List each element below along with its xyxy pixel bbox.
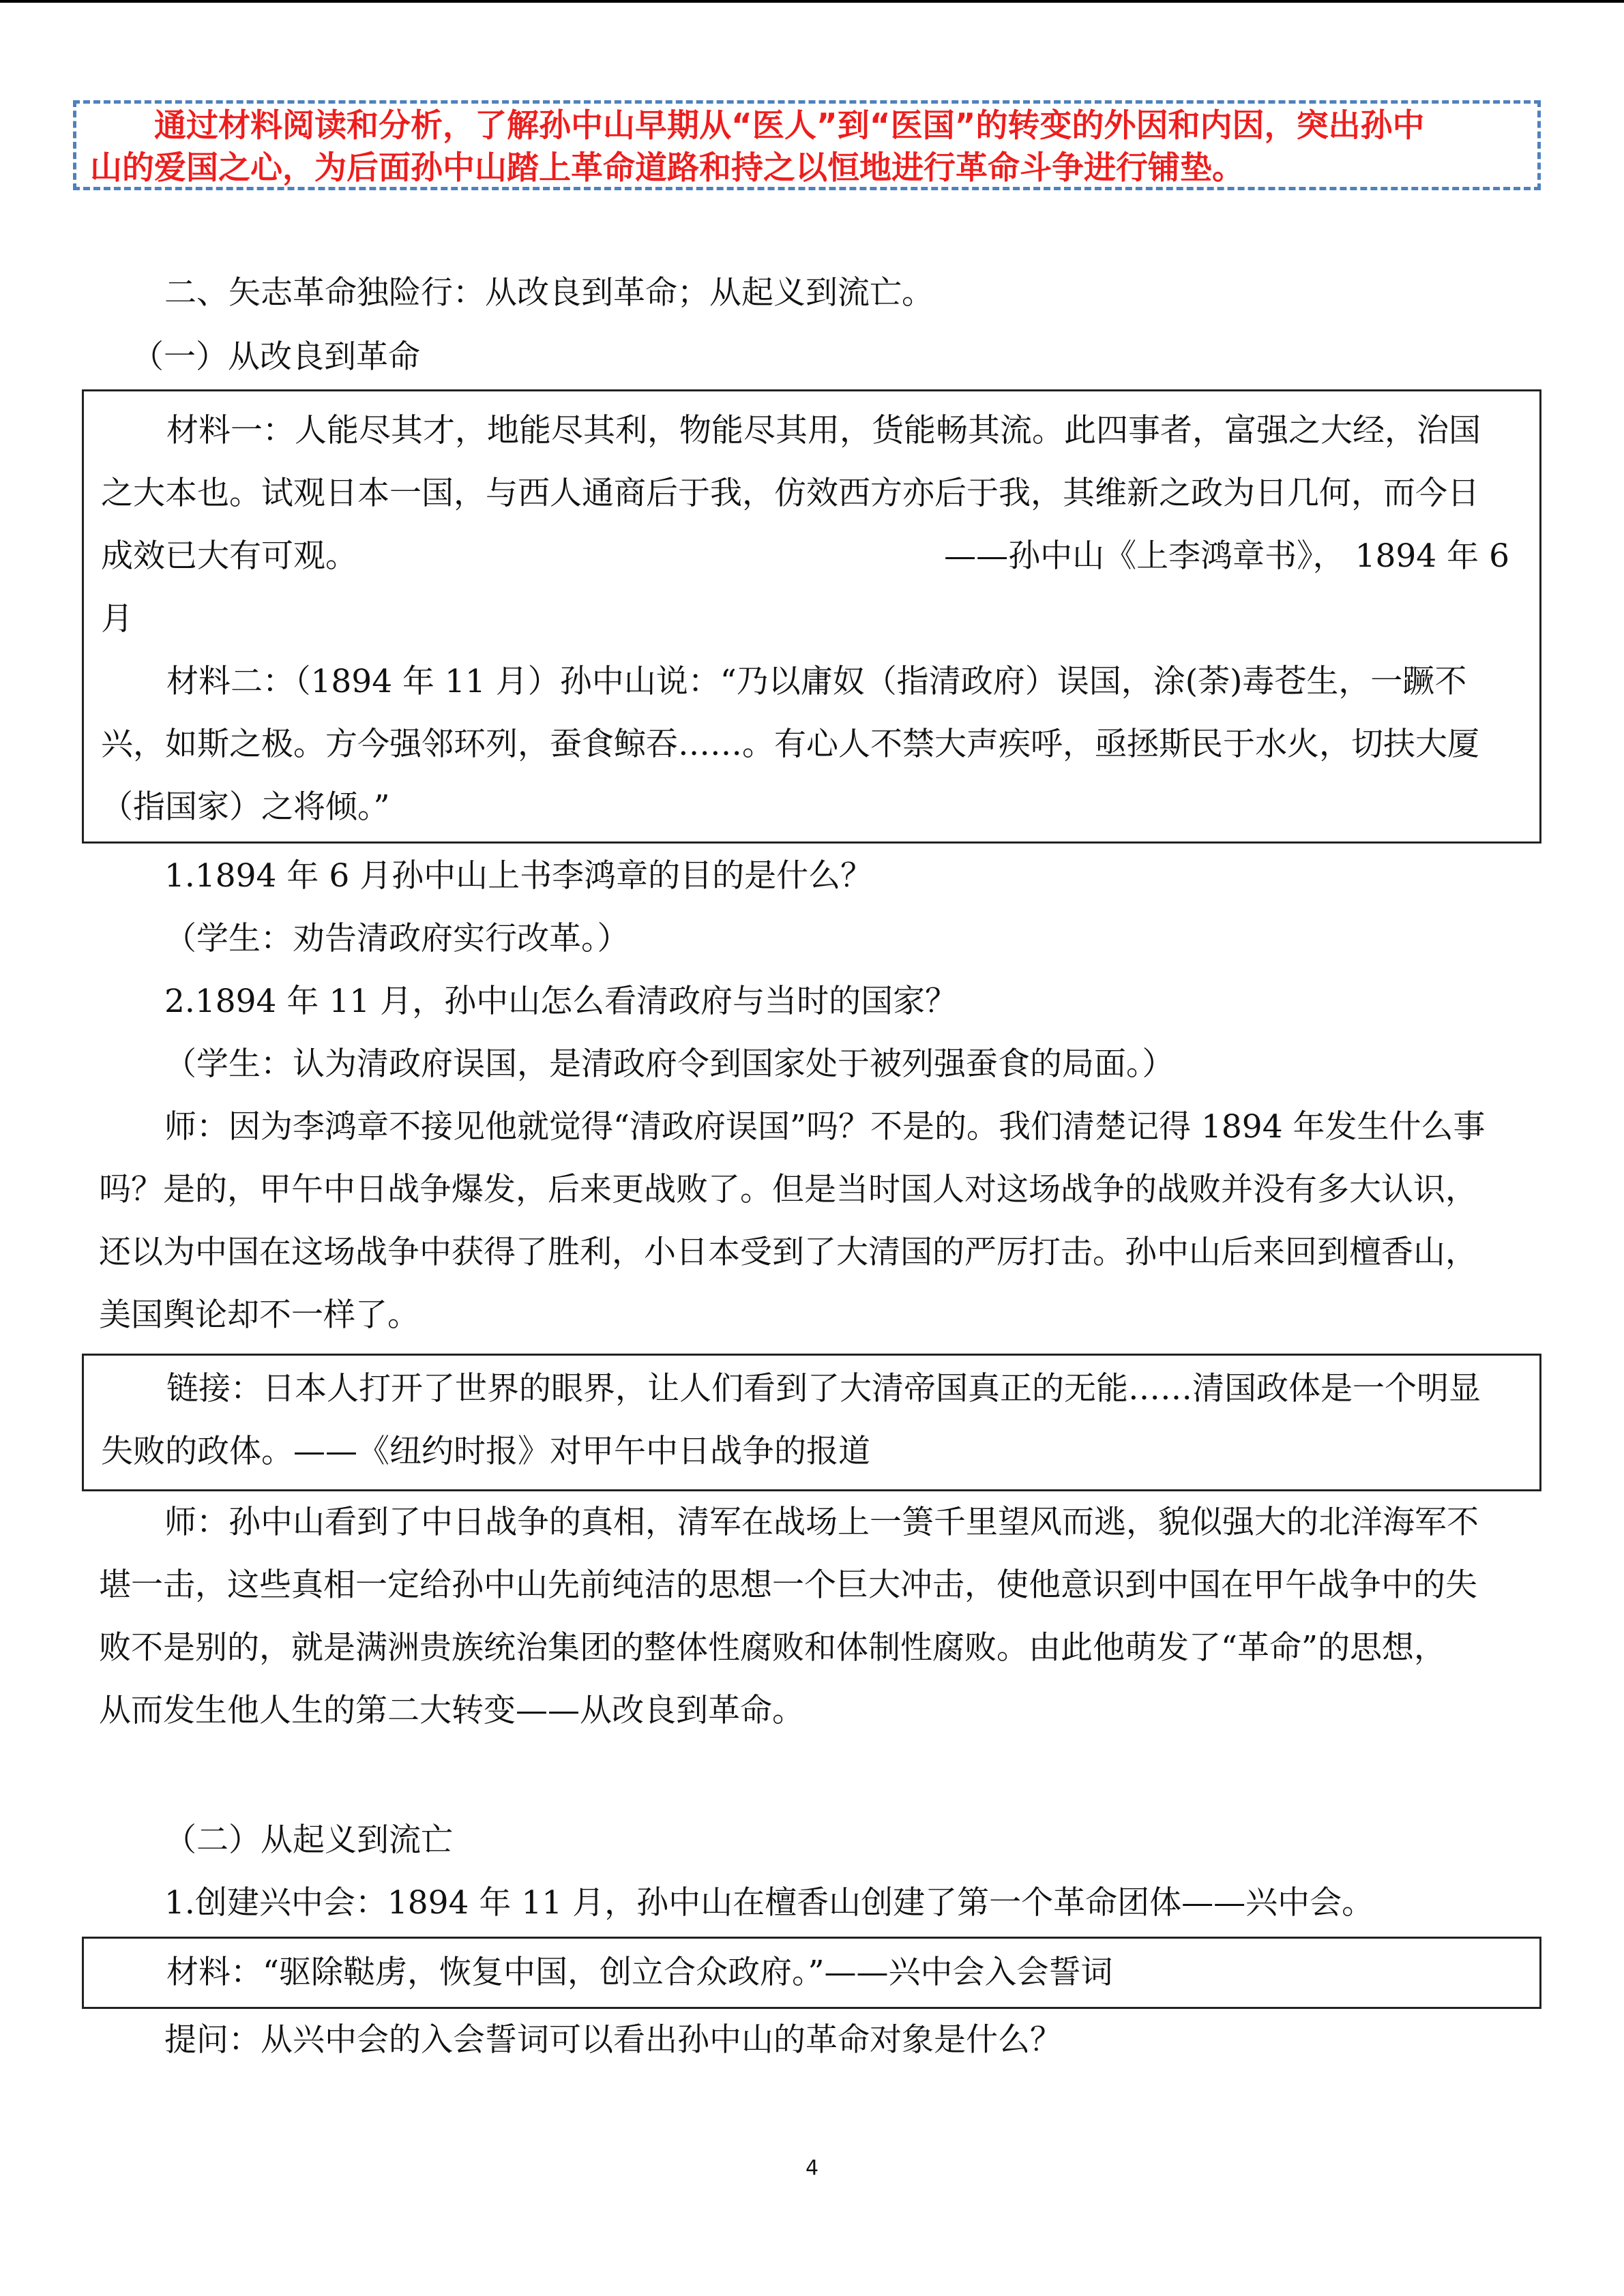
material-1-text-end: 成效已大有可观。 (101, 537, 357, 575)
oath-text: 材料：“驱除鞑虏，恢复中国，创立合众政府。”——兴中会入会誓词 (166, 1954, 1113, 1991)
teaching-goal-line-1: 通过材料阅读和分析，了解孙中山早期从“医人”到“医国”的转变的外因和内因，突出孙中 (154, 107, 1425, 145)
teacher-1-line-2: 吗？是的，甲午中日战争爆发，后来更战败了。但是当时国人对这场战争的战败并没有多大认识， (99, 1171, 1477, 1208)
material-1-line-3 (101, 525, 1520, 588)
teaching-goal-box (73, 100, 1541, 190)
page-number: 4 (805, 2156, 819, 2180)
material-box (82, 389, 1541, 844)
teacher-2-line-3: 败不是别的，就是满洲贵族统治集团的整体性腐败和体制性腐败。由此他萌发了“革命”的思想， (99, 1629, 1447, 1667)
teacher-1-line-4: 美国舆论却不一样了。 (99, 1296, 419, 1334)
question-2: 2.1894 年 11 月，孙中山怎么看清政府与当时的国家？ (164, 983, 958, 1020)
teacher-2-line-4: 从而发生他人生的第二大转变——从改良到革命。 (99, 1692, 804, 1729)
page-top-rule (0, 0, 1624, 3)
teacher-2-line-2: 堪一击，这些真相一定给孙中山先前纯洁的思想一个巨大冲击，使他意识到中国在甲午战争中的失 (99, 1566, 1477, 1604)
section-2-title: 二、矢志革命独险行：从改良到革命；从起义到流亡。 (164, 274, 934, 312)
teacher-1-line-3: 还以为中国在这场战争中获得了胜利，小日本受到了大清国的严厉打击。孙中山后来回到檀香山， (99, 1234, 1477, 1271)
teacher-1-line-1: 师：因为李鸿章不接见他就觉得“清政府误国”吗？不是的。我们清楚记得 1894 年发生什么事 (164, 1108, 1486, 1146)
link-line-2: 失败的政体。——《纽约时报》对甲午中日战争的报道 (101, 1433, 870, 1470)
material-1-line-2: 之大本也。试观日本一国，与西人通商后于我，仿效西方亦后于我，其维新之政为日几何，而今日 (101, 475, 1479, 512)
subsection-1-title: （一）从改良到革命 (132, 338, 420, 376)
material-1-line-1: 材料一：人能尽其才，地能尽其利，物能尽其用，货能畅其流。此四事者，富强之大经，治国 (166, 412, 1481, 449)
teacher-2-line-1: 师：孙中山看到了中日战争的真相，清军在战场上一箦千里望风而逃，貌似强大的北洋海军不 (164, 1504, 1479, 1541)
material-2-line-3: （指国家）之将倾。” (101, 788, 390, 826)
subsection-2-title: （二）从起义到流亡 (164, 1821, 453, 1859)
answer-1: （学生：劝告清政府实行改革。） (164, 920, 630, 957)
item-1: 1.创建兴中会：1894 年 11 月，孙中山在檀香山创建了第一个革命团体——兴中会。 (164, 1884, 1374, 1922)
question-1: 1.1894 年 6 月孙中山上书李鸿章的目的是什么？ (164, 857, 873, 895)
material-2-line-1: 材料二：（1894 年 11 月）孙中山说：“乃以庸奴（指清政府）误国，涂(荼)毒苍生，一蹶不 (166, 663, 1467, 700)
oath-box (82, 1937, 1541, 2009)
link-line-1: 链接：日本人打开了世界的眼界，让人们看到了大清帝国真正的无能……清国政体是一个明显 (166, 1370, 1481, 1407)
teaching-goal-line-2: 山的爱国之心，为后面孙中山踏上革命道路和持之以恒地进行革命斗争进行铺垫。 (90, 149, 1244, 187)
question-3: 提问：从兴中会的入会誓词可以看出孙中山的革命对象是什么？ (164, 2021, 1062, 2059)
material-2-line-2: 兴，如斯之极。方今强邻环列，蚕食鲸吞……。有心人不禁大声疾呼，亟拯斯民于水火，切扶大厦 (101, 726, 1479, 763)
answer-2: （学生：认为清政府误国，是清政府令到国家处于被列强蚕食的局面。） (164, 1045, 1175, 1083)
material-1-line-4: 月 (101, 600, 133, 638)
material-1-citation: ——孙中山《上李鸿章书》， 1894 年 6 (944, 537, 1509, 575)
link-box (82, 1354, 1541, 1491)
teaching-goal-text (90, 105, 1529, 190)
